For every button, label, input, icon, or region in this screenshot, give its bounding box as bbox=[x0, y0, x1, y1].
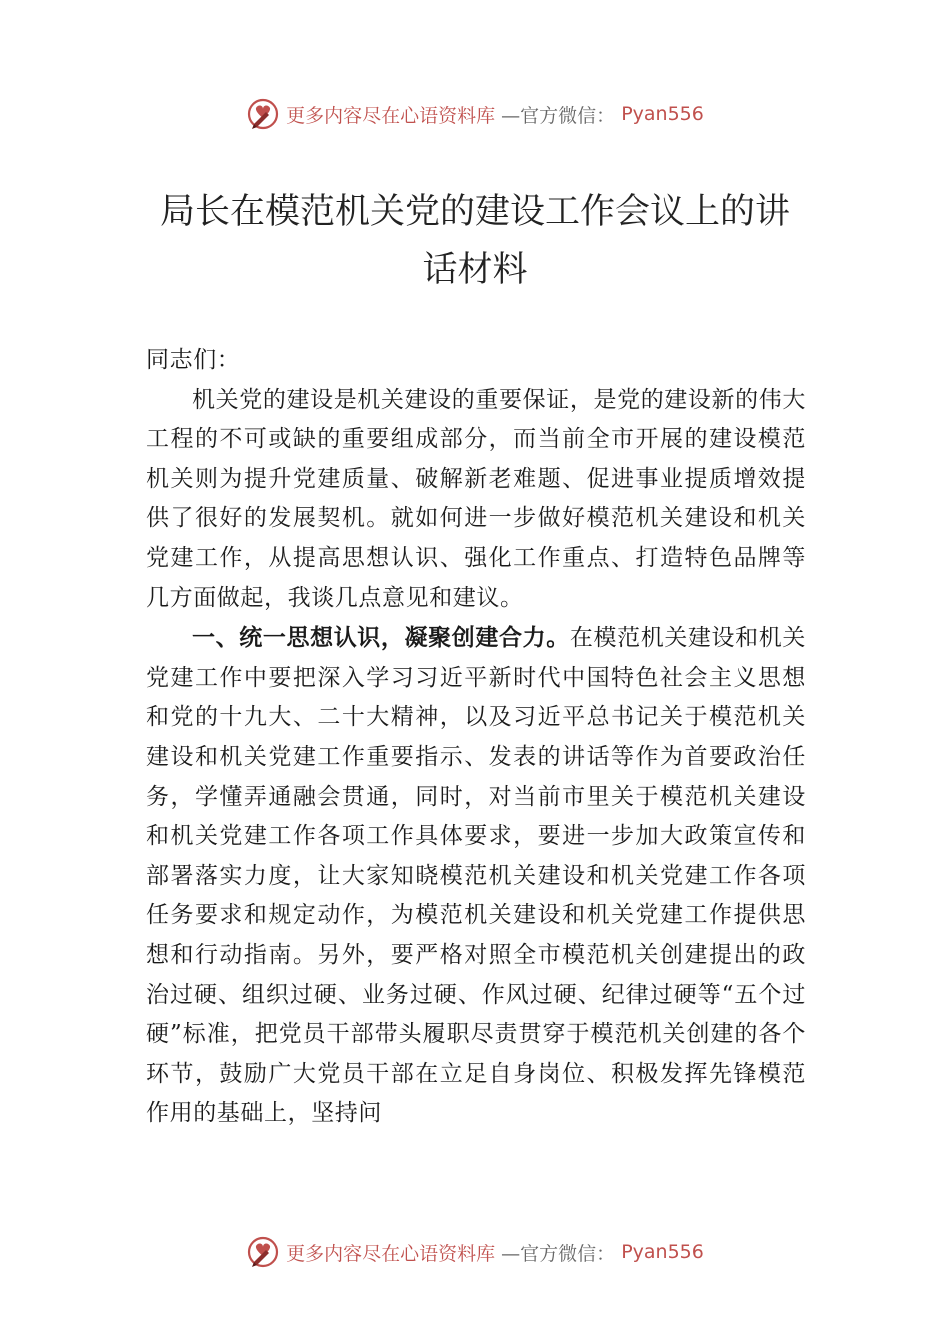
document-body bbox=[146, 341, 806, 1134]
paragraph-intro: 机关党的建设是机关建设的重要保证，是党的建设新的伟大工程的不可或缺的重要组成部分，而当前全市开展的建设模范机关则为提升党建质量、破解新老难题、促进事业提质增效提供了很好的发展契机。就如何进一步做好模范机关建设和机关党建工作，从提高思想认识、强化工作重点、打造特色品牌等几方面做起，我谈几点意见和建议。 bbox=[146, 386, 806, 611]
banner-main-text: 更多内容尽在心语资料库 bbox=[286, 104, 496, 127]
title-line-1: 局长在模范机关党的建设工作会议上的讲 bbox=[159, 192, 790, 232]
banner-separator-text: —官方微信： bbox=[501, 1242, 616, 1265]
paragraph-section-1 bbox=[146, 618, 806, 1134]
pen-heart-logo-icon bbox=[246, 1235, 280, 1269]
banner-wechat-id: Pyan556 bbox=[621, 1241, 704, 1263]
title-line-2: 话材料 bbox=[422, 250, 528, 290]
banner-wechat-id: Pyan556 bbox=[621, 103, 704, 125]
section-1-body: 在模范机关建设和机关党建工作中要把深入学习习近平新时代中国特色社会主义思想和党的十九大、二十大精神，以及习近平总书记关于模范机关建设和机关党建工作重要指示、发表的讲话等作为首要政治任务，学懂弄通融会贯通，同时，对当前市里关于模范机关建设和机关党建工作各项工作具体要求，要进一步加大政策宣传和部署落实力度，让大家知晓模范机关建设和机关党建工作各项任务要求和规定动作，为模范机关建设和机关党建工作提供思想和行动指南。另外，要严格对照全市模范机关创建提出的政治过硬、组织过硬、业务过硬、作风过硬、纪律过硬等“五个过硬”标准，把党员干部带头履职尽责贯穿于模范机关创建的各个环节，鼓励广大党员干部在立足自身岗位、积极发挥先锋模范作用的基础上，坚持问 bbox=[146, 625, 806, 1127]
banner-main-text: 更多内容尽在心语资料库 bbox=[286, 1242, 496, 1265]
document-title bbox=[140, 183, 810, 299]
header-banner bbox=[0, 94, 950, 134]
section-1-heading: 一、统一思想认识，凝聚创建合力。 bbox=[192, 624, 570, 652]
salutation: 同志们： bbox=[146, 347, 241, 373]
pen-heart-logo-icon bbox=[246, 97, 280, 131]
banner-separator-text: —官方微信： bbox=[501, 104, 616, 127]
footer-banner bbox=[0, 1232, 950, 1272]
